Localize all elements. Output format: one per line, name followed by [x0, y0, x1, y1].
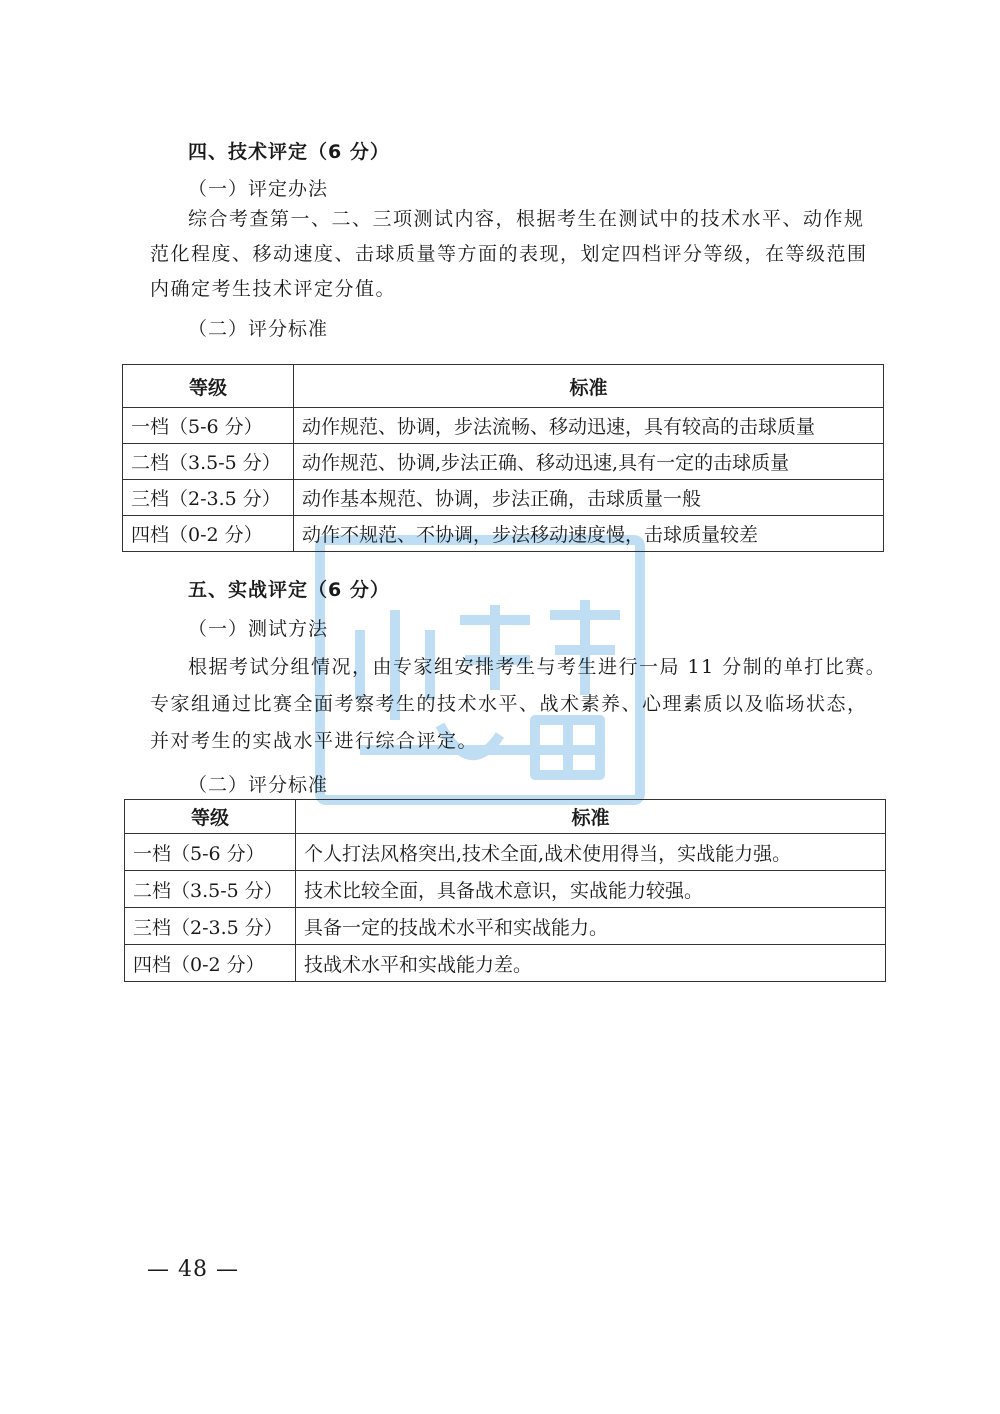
paragraph-line: 内确定考生技术评定分值。 — [150, 278, 397, 300]
grade-cell: 四档（0-2 分） — [123, 516, 294, 552]
table-row — [125, 834, 886, 871]
paragraph-line: 综合考查第一、二、三项测试内容，根据考生在测试中的技术水平、动作规 — [188, 208, 865, 230]
table-row — [125, 871, 886, 908]
grade-cell: 三档（2-3.5 分） — [125, 908, 296, 945]
page-number: — 48 — — [147, 1257, 239, 1282]
section4-heading: 四、技术评定（6 分） — [188, 141, 390, 163]
standard-cell: 动作规范、协调,步法正确、移动迅速,具有一定的击球质量 — [294, 444, 884, 480]
table-row — [123, 408, 884, 444]
grade-cell: 二档（3.5-5 分） — [125, 871, 296, 908]
section5-standard-title: （二）评分标准 — [188, 774, 329, 796]
standard-cell: 具备一定的技战术水平和实战能力。 — [296, 908, 886, 945]
section5-heading: 五、实战评定（6 分） — [188, 579, 390, 601]
section4-standard-title: （二）评分标准 — [188, 318, 329, 340]
table-row — [123, 480, 884, 516]
table-header-row — [123, 365, 884, 408]
section4-score-table — [122, 364, 884, 552]
grade-cell: 一档（5-6 分） — [125, 834, 296, 871]
standard-cell: 动作基本规范、协调，步法正确，击球质量一般 — [294, 480, 884, 516]
table-row — [125, 908, 886, 945]
table-row — [123, 444, 884, 480]
standard-cell: 技术比较全面，具备战术意识，实战能力较强。 — [296, 871, 886, 908]
table-row — [123, 516, 884, 552]
standard-cell: 技战术水平和实战能力差。 — [296, 945, 886, 982]
header-grade: 等级 — [123, 365, 294, 408]
paragraph-line: 专家组通过比赛全面考察考生的技术水平、战术素养、心理素质以及临场状态， — [150, 693, 868, 715]
table-header-row — [125, 800, 886, 834]
paragraph-line: 范化程度、移动速度、击球质量等方面的表现，划定四档评分等级，在等级范围 — [150, 243, 868, 265]
standard-cell: 个人打法风格突出,技术全面,战术使用得当，实战能力强。 — [296, 834, 886, 871]
grade-cell: 一档（5-6 分） — [123, 408, 294, 444]
paragraph-line: 并对考生的实战水平进行综合评定。 — [150, 730, 479, 752]
section5-score-table — [124, 799, 886, 982]
table-row — [125, 945, 886, 982]
section4-method-text — [150, 202, 870, 307]
section4-method-title: （一）评定办法 — [188, 178, 329, 200]
grade-cell: 二档（3.5-5 分） — [123, 444, 294, 480]
section5-method-text — [150, 649, 890, 760]
header-grade: 等级 — [125, 800, 296, 834]
standard-cell: 动作不规范、不协调，步法移动速度慢，击球质量较差 — [294, 516, 884, 552]
header-standard: 标准 — [296, 800, 886, 834]
grade-cell: 四档（0-2 分） — [125, 945, 296, 982]
section5-method-title: （一）测试方法 — [188, 618, 329, 640]
paragraph-line: 根据考试分组情况，由专家组安排考生与考生进行一局 11 分制的单打比赛。 — [188, 656, 887, 678]
header-standard: 标准 — [294, 365, 884, 408]
standard-cell: 动作规范、协调，步法流畅、移动迅速，具有较高的击球质量 — [294, 408, 884, 444]
grade-cell: 三档（2-3.5 分） — [123, 480, 294, 516]
